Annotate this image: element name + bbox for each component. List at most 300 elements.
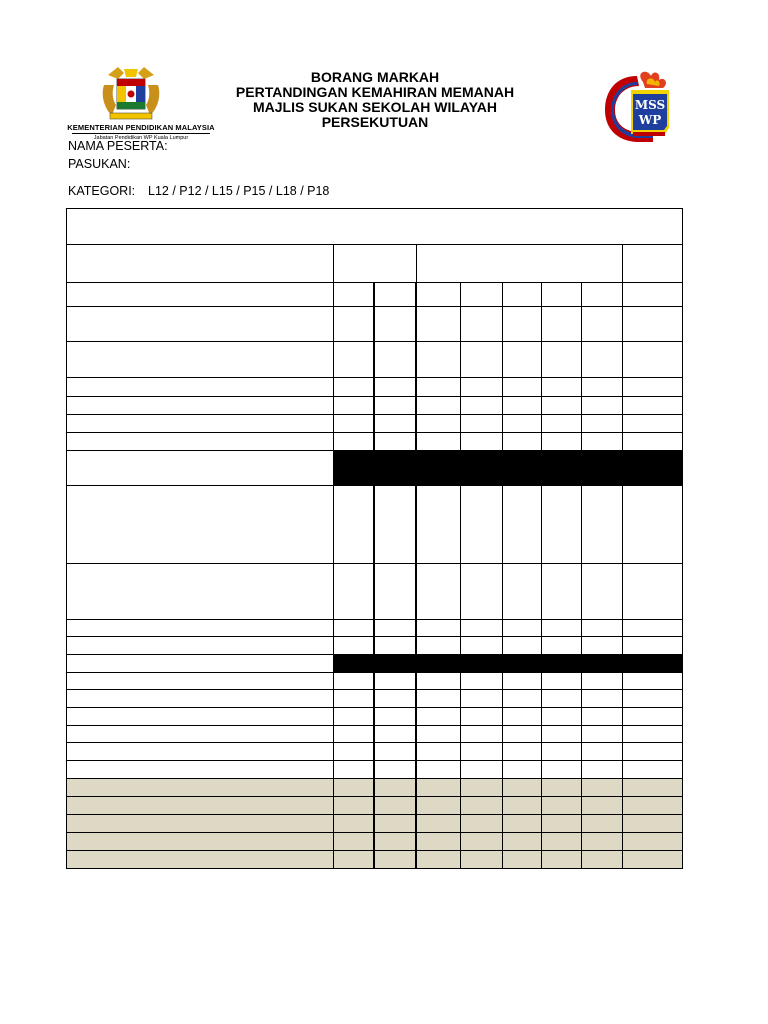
penerangan-score-1 [416, 283, 460, 307]
penerangan-score-3 [502, 433, 541, 451]
peralatan-score-0 [333, 378, 374, 397]
peralatan-score-0 [333, 564, 374, 620]
column-border [460, 850, 461, 869]
penerangan-score-3 [502, 690, 541, 708]
jumlah-cell [622, 707, 682, 725]
jumlah-cell [622, 432, 682, 450]
peralatan-score-0 [333, 851, 374, 869]
form-title [200, 70, 550, 130]
column-border [373, 432, 375, 451]
penerangan-score-4 [541, 815, 581, 833]
column-border [502, 341, 503, 378]
column-border [581, 796, 582, 815]
column-border [502, 282, 503, 307]
penerangan-score-1 [416, 815, 460, 833]
column-border [460, 396, 461, 415]
column-border [373, 760, 375, 779]
column-border [333, 760, 334, 779]
column-border [373, 850, 375, 869]
column-border [541, 377, 542, 397]
column-border [333, 306, 334, 342]
column-border [333, 742, 334, 761]
column-border [581, 672, 582, 690]
peralatan-score-1 [374, 673, 416, 690]
column-border [333, 850, 334, 869]
penerangan-score-2 [460, 690, 502, 708]
penerangan-score-2 [460, 779, 502, 797]
column-border [460, 778, 461, 797]
penerangan-score-2 [460, 378, 502, 397]
penerangan-score-1 [416, 397, 460, 415]
column-border [541, 619, 542, 637]
penerangan-score-5 [581, 673, 622, 690]
column-border [622, 432, 623, 451]
jumlah-cell [622, 396, 682, 414]
group-heading-bow [67, 244, 334, 282]
column-border [460, 832, 461, 851]
column-border [460, 742, 461, 761]
column-border [373, 485, 375, 564]
penerangan-score-5 [581, 397, 622, 415]
item-label [67, 832, 333, 850]
peralatan-score-0 [333, 743, 374, 761]
table-border [682, 208, 683, 869]
column-border [333, 244, 334, 283]
column-border [581, 850, 582, 869]
peralatan-score-0 [333, 620, 374, 637]
ministry-name: KEMENTERIAN PENDIDIKAN MALAYSIA [67, 123, 215, 132]
title-line-2: PERTANDINGAN KEMAHIRAN MEMANAH [235, 84, 515, 100]
mss-text: MSS [634, 98, 666, 112]
penerangan-score-5 [581, 779, 622, 797]
column-border [373, 832, 375, 851]
column-border [333, 377, 334, 397]
peralatan-score-1 [374, 620, 416, 637]
jumlah-cell [622, 377, 682, 396]
group-heading-aksesori [67, 654, 334, 672]
column-border [415, 377, 417, 397]
peralatan-score-0 [333, 815, 374, 833]
wp-text: WP [638, 113, 662, 127]
penerangan-score-3 [502, 637, 541, 655]
item-label [67, 306, 333, 341]
column-border [333, 432, 334, 451]
column-border [373, 619, 375, 637]
column-border [502, 485, 503, 564]
penerangan-score-2 [460, 708, 502, 726]
penerangan-score-1 [416, 708, 460, 726]
column-border [541, 689, 542, 708]
penerangan-score-1 [416, 690, 460, 708]
penerangan-score-5 [581, 708, 622, 726]
column-border [502, 742, 503, 761]
peralatan-score-0 [333, 433, 374, 451]
column-border [373, 414, 375, 433]
peralatan-score-0 [333, 342, 374, 378]
penerangan-score-1 [416, 620, 460, 637]
penerangan-score-4 [541, 307, 581, 342]
jumlah-cell [622, 563, 682, 619]
column-border [541, 850, 542, 869]
peralatan-score-1 [374, 378, 416, 397]
column-border [373, 707, 375, 726]
peralatan-score-1 [374, 851, 416, 869]
penerangan-score-3 [502, 797, 541, 815]
penerangan-score-3 [502, 779, 541, 797]
penerangan-score-2 [460, 637, 502, 655]
group-heading-arrow [67, 450, 334, 485]
penerangan-score-2 [460, 673, 502, 690]
penerangan-score-5 [581, 415, 622, 433]
column-border [502, 432, 503, 451]
column-border [502, 725, 503, 743]
penerangan-score-5 [581, 833, 622, 851]
column-border [333, 414, 334, 433]
column-border [415, 414, 417, 433]
column-border [622, 282, 623, 307]
column-border [502, 672, 503, 690]
penerangan-score-1 [416, 342, 460, 378]
column-border [415, 485, 417, 564]
jumlah-cell [622, 742, 682, 760]
column-border [460, 563, 461, 620]
column-border [415, 396, 417, 415]
penerangan-score-3 [502, 726, 541, 743]
penerangan-score-3 [502, 708, 541, 726]
penerangan-score-2 [460, 307, 502, 342]
ministry-dept: Jabatan Pendidikan WP Kuala Lumpur [93, 135, 189, 141]
peralatan-score-1 [374, 415, 416, 433]
item-label [67, 636, 333, 654]
nama-peserta-label: NAMA PESERTA: [68, 139, 168, 153]
penerangan-score-4 [541, 743, 581, 761]
item-label [67, 485, 333, 563]
column-border [581, 414, 582, 433]
penerangan-score-2 [460, 415, 502, 433]
column-border [415, 778, 417, 797]
item-label [67, 778, 333, 796]
column-border [502, 619, 503, 637]
black-band [333, 450, 682, 485]
jumlah-cell [622, 814, 682, 832]
peralatan-score-1 [374, 708, 416, 726]
column-border [622, 742, 623, 761]
column-border [622, 725, 623, 743]
column-border [581, 282, 582, 307]
column-border [622, 485, 623, 564]
column-border [541, 396, 542, 415]
column-border [460, 814, 461, 833]
item-label [67, 796, 333, 814]
penerangan-score-4 [541, 564, 581, 620]
item-label [67, 414, 333, 432]
column-border [581, 377, 582, 397]
penerangan-score-4 [541, 342, 581, 378]
column-border [541, 832, 542, 851]
item-label [67, 725, 333, 742]
peralatan-score-0 [333, 761, 374, 779]
column-border [460, 796, 461, 815]
penerangan-score-4 [541, 708, 581, 726]
column-border [581, 485, 582, 564]
column-border [333, 282, 334, 307]
column-border [622, 814, 623, 833]
column-border [415, 563, 417, 620]
column-border [415, 832, 417, 851]
column-border [541, 563, 542, 620]
column-border [622, 760, 623, 779]
penerangan-score-5 [581, 283, 622, 307]
penerangan-score-3 [502, 307, 541, 342]
column-border [460, 306, 461, 342]
penerangan-score-3 [502, 486, 541, 564]
penerangan-score-1 [416, 726, 460, 743]
column-border [415, 689, 417, 708]
penerangan-score-4 [541, 637, 581, 655]
peralatan-score-0 [333, 779, 374, 797]
penerangan-score-1 [416, 761, 460, 779]
penerangan-score-4 [541, 620, 581, 637]
penerangan-score-1 [416, 307, 460, 342]
penerangan-score-1 [416, 415, 460, 433]
column-border [622, 832, 623, 851]
column-border [622, 563, 623, 620]
column-border [333, 814, 334, 833]
column-border [502, 377, 503, 397]
column-border [460, 414, 461, 433]
penerangan-score-1 [416, 833, 460, 851]
column-border [622, 244, 623, 283]
column-border [502, 778, 503, 797]
peralatan-score-1 [374, 743, 416, 761]
column-border [581, 689, 582, 708]
penerangan-score-2 [460, 620, 502, 637]
penerangan-score-2 [460, 743, 502, 761]
penerangan-score-2 [460, 726, 502, 743]
column-border [622, 377, 623, 397]
column-border [541, 282, 542, 307]
column-border [373, 282, 375, 307]
column-border [460, 707, 461, 726]
jumlah-cell [622, 619, 682, 636]
column-border [373, 796, 375, 815]
jumlah-cell [622, 760, 682, 778]
peralatan-score-0 [333, 708, 374, 726]
penerangan-score-5 [581, 378, 622, 397]
jumlah-cell [622, 796, 682, 814]
jumlah-cell [622, 672, 682, 689]
column-border [622, 341, 623, 378]
penerangan-score-2 [460, 815, 502, 833]
column-border [415, 850, 417, 869]
penerangan-score-2 [460, 397, 502, 415]
mss-wp-logo [603, 68, 673, 144]
penerangan-score-5 [581, 743, 622, 761]
section-title [66, 208, 682, 244]
column-border [541, 725, 542, 743]
column-border [415, 814, 417, 833]
column-border [581, 814, 582, 833]
column-border [541, 742, 542, 761]
kategori-options: L12 / P12 / L15 / P15 / L18 / P18 [148, 184, 330, 198]
jumlah-cell [622, 282, 682, 306]
peralatan-score-1 [374, 637, 416, 655]
peralatan-score-1 [374, 283, 416, 307]
penerangan-score-1 [416, 779, 460, 797]
column-border [373, 636, 375, 655]
ministry-divider [72, 133, 210, 134]
title-line-3: MAJLIS SUKAN SEKOLAH WILAYAH PERSEKUTUAN [253, 99, 497, 130]
column-border [541, 636, 542, 655]
penerangan-score-1 [416, 743, 460, 761]
column-border [502, 814, 503, 833]
penerangan-score-3 [502, 815, 541, 833]
penerangan-score-2 [460, 851, 502, 869]
column-border [415, 796, 417, 815]
column-border [460, 672, 461, 690]
peralatan-score-1 [374, 761, 416, 779]
penerangan-score-2 [460, 486, 502, 564]
penerangan-score-1 [416, 851, 460, 869]
column-border [581, 725, 582, 743]
column-border [415, 636, 417, 655]
column-border [622, 396, 623, 415]
peralatan-score-0 [333, 397, 374, 415]
column-border [415, 707, 417, 726]
peralatan-score-0 [333, 637, 374, 655]
peralatan-score-0 [333, 673, 374, 690]
column-border [502, 414, 503, 433]
item-label [67, 850, 333, 868]
pasukan-label: PASUKAN: [68, 157, 131, 171]
black-band [333, 654, 682, 672]
column-border [460, 432, 461, 451]
column-border [373, 563, 375, 620]
column-border [373, 341, 375, 378]
column-border [460, 689, 461, 708]
column-border [502, 760, 503, 779]
column-border [460, 341, 461, 378]
penerangan-score-5 [581, 620, 622, 637]
penerangan-score-2 [460, 342, 502, 378]
penerangan-score-3 [502, 342, 541, 378]
column-border [416, 244, 417, 283]
column-border [581, 707, 582, 726]
column-border [581, 636, 582, 655]
column-border [581, 832, 582, 851]
penerangan-score-1 [416, 486, 460, 564]
peralatan-score-1 [374, 433, 416, 451]
penerangan-score-4 [541, 283, 581, 307]
penerangan-score-4 [541, 797, 581, 815]
peralatan-score-0 [333, 307, 374, 342]
jumlah-cell [622, 306, 682, 341]
column-border [622, 850, 623, 869]
column-border [541, 341, 542, 378]
penerangan-score-2 [460, 797, 502, 815]
penerangan-score-3 [502, 761, 541, 779]
column-border [502, 707, 503, 726]
column-border [622, 636, 623, 655]
column-border [333, 636, 334, 655]
penerangan-score-3 [502, 378, 541, 397]
item-label [67, 432, 333, 450]
column-border [622, 778, 623, 797]
column-border [541, 306, 542, 342]
peralatan-score-0 [333, 797, 374, 815]
penerangan-score-1 [416, 378, 460, 397]
column-border [502, 689, 503, 708]
column-border [541, 796, 542, 815]
penerangan-score-3 [502, 564, 541, 620]
penerangan-score-5 [581, 797, 622, 815]
column-border [373, 725, 375, 743]
column-border [415, 282, 417, 307]
peralatan-score-1 [374, 797, 416, 815]
column-border [333, 563, 334, 620]
penerangan-score-5 [581, 564, 622, 620]
penerangan-score-5 [581, 637, 622, 655]
column-border [333, 796, 334, 815]
column-border [502, 850, 503, 869]
column-border [333, 654, 334, 673]
column-border [581, 341, 582, 378]
column-border [373, 377, 375, 397]
penerangan-score-4 [541, 851, 581, 869]
penerangan-score-5 [581, 761, 622, 779]
item-label [67, 760, 333, 778]
column-border [541, 414, 542, 433]
item-label [67, 689, 333, 707]
peralatan-score-0 [333, 486, 374, 564]
column-border [333, 341, 334, 378]
column-border [333, 396, 334, 415]
column-border [415, 341, 417, 378]
peralatan-score-0 [333, 690, 374, 708]
item-label [67, 396, 333, 414]
column-border [581, 742, 582, 761]
column-border [460, 282, 461, 307]
column-header-peralatan [333, 244, 416, 276]
peralatan-score-1 [374, 486, 416, 564]
column-border [622, 306, 623, 342]
item-label [67, 742, 333, 760]
penerangan-score-3 [502, 415, 541, 433]
column-border [373, 778, 375, 797]
column-border [541, 485, 542, 564]
penerangan-score-4 [541, 726, 581, 743]
peralatan-score-1 [374, 564, 416, 620]
item-label [67, 341, 333, 377]
peralatan-score-1 [374, 833, 416, 851]
penerangan-score-3 [502, 833, 541, 851]
peralatan-score-1 [374, 726, 416, 743]
penerangan-score-4 [541, 433, 581, 451]
column-header-penerangan [416, 244, 622, 270]
penerangan-score-5 [581, 342, 622, 378]
penerangan-score-4 [541, 415, 581, 433]
column-border [502, 396, 503, 415]
column-border [415, 306, 417, 342]
kategori-label: KATEGORI: [68, 184, 136, 198]
column-border [333, 450, 334, 486]
peralatan-score-1 [374, 815, 416, 833]
penerangan-score-5 [581, 486, 622, 564]
column-border [415, 432, 417, 451]
peralatan-score-0 [333, 726, 374, 743]
penerangan-score-3 [502, 283, 541, 307]
column-border [581, 306, 582, 342]
